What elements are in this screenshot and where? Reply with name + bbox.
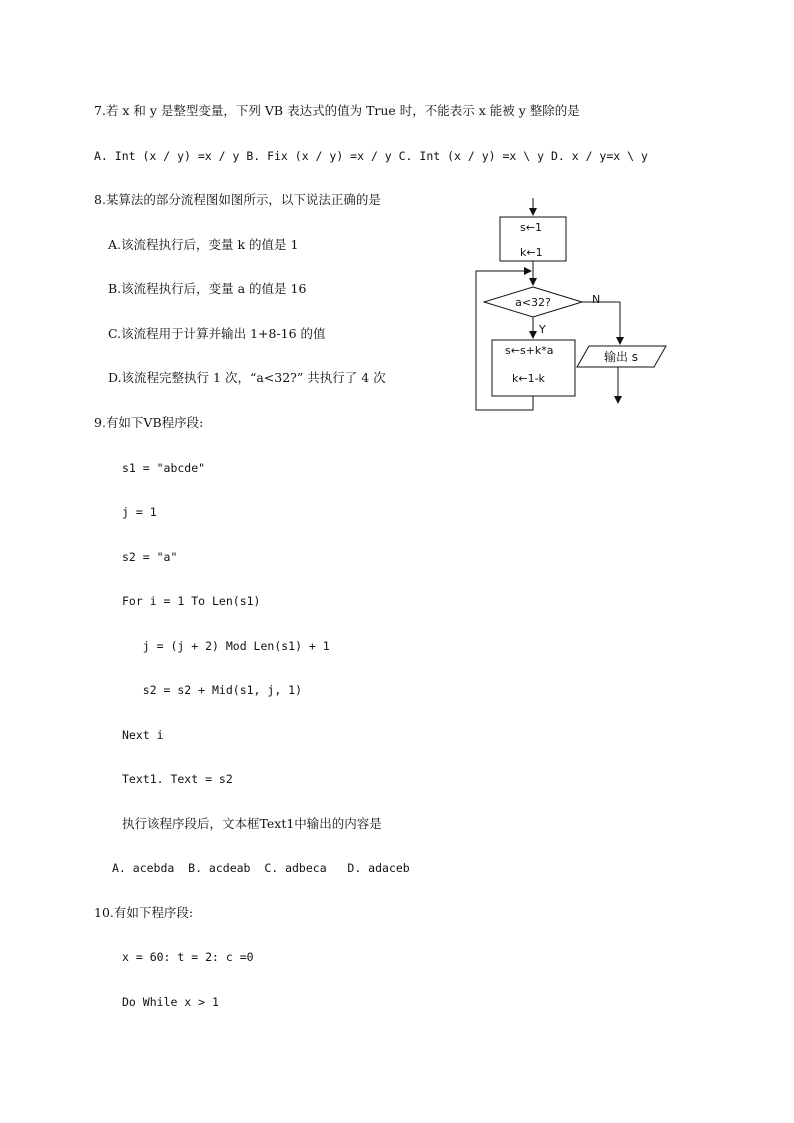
condition-text: a<32? <box>515 296 551 309</box>
q9-stem: 9.有如下VB程序段: <box>94 415 204 430</box>
q9-code-line: s1 = "abcde" <box>122 461 206 475</box>
q8-option-a: A.该流程执行后，变量 k 的值是 1 <box>108 237 299 252</box>
q8-stem: 8.某算法的部分流程图如图所示，以下说法正确的是 <box>94 192 381 207</box>
q9-code-line: Text1. Text = s2 <box>122 772 233 786</box>
no-label: N <box>592 293 601 306</box>
q9-code-line: s2 = "a" <box>122 550 178 564</box>
q10-code-line: Do While x > 1 <box>122 995 219 1009</box>
q9-code-line: j = (j + 2) Mod Len(s1) + 1 <box>122 639 330 653</box>
body-k-text: k←1-k <box>512 372 545 385</box>
q8-option-b: B.该流程执行后，变量 a 的值是 16 <box>108 281 307 296</box>
q8-option-d: D.该流程完整执行 1 次，“a<32?” 共执行了 4 次 <box>108 370 386 385</box>
body-s-text: s←s+k*a <box>505 344 554 357</box>
q9-code-line: j = 1 <box>122 505 157 519</box>
q7-stem: 7.若 x 和 y 是整型变量，下列 VB 表达式的值为 True 时，不能表示 x 能被 y 整除的是 <box>94 103 580 118</box>
q9-code-line: For i = 1 To Len(s1) <box>122 594 261 608</box>
output-text: 输出 s <box>603 350 639 364</box>
q9-question: 执行该程序段后，文本框Text1中输出的内容是 <box>122 816 382 831</box>
q10-stem: 10.有如下程序段: <box>94 905 194 920</box>
q9-options: A. acebda B. acdeab C. adbeca D. adaceb <box>112 861 410 875</box>
yes-label: Y <box>539 323 546 336</box>
init-k-text: k←1 <box>520 246 543 259</box>
q7-options: A. Int (x / y) =x / y B. Fix (x / y) =x / y C. Int (x / y) =x \ y D. x / y=x \ y <box>94 149 648 163</box>
q8-option-c: C.该流程用于计算并输出 1+8-16 的值 <box>108 326 326 341</box>
init-s-text: s←1 <box>520 221 542 234</box>
q10-code-line: x = 60: t = 2: c =0 <box>122 950 254 964</box>
q9-code-line: Next i <box>122 728 164 742</box>
q9-code-line: s2 = s2 + Mid(s1, j, 1) <box>122 683 303 697</box>
